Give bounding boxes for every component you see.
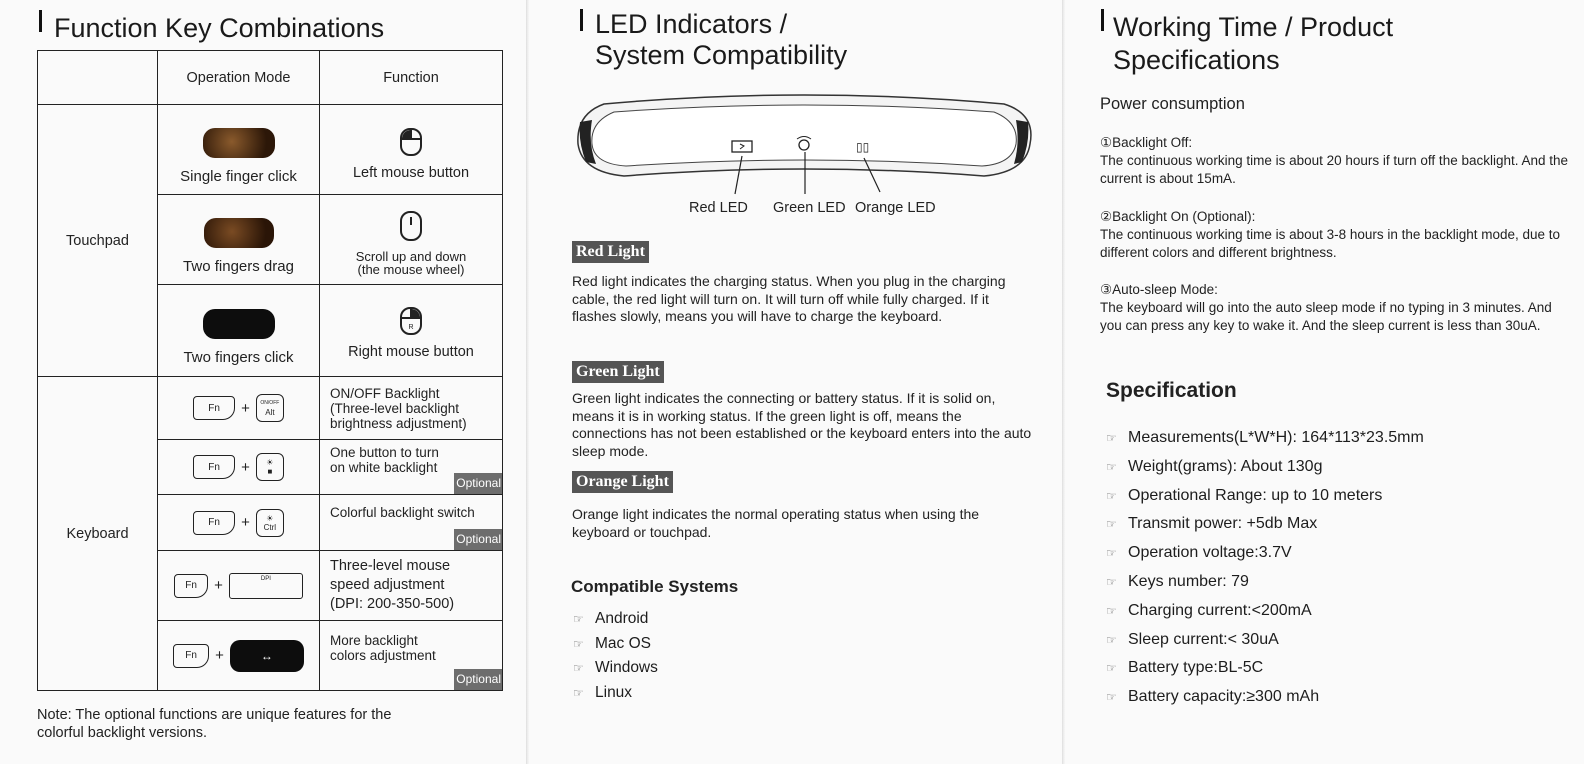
operation-cell — [158, 495, 320, 551]
compatible-systems-heading: Compatible Systems — [571, 577, 739, 596]
plus-sign: + — [215, 647, 224, 664]
operation-cell — [158, 377, 320, 440]
led-page-title — [595, 9, 847, 71]
key-combo — [158, 640, 319, 672]
scroll-wheel-mouse-icon — [398, 210, 424, 242]
backlight-on-block — [1100, 208, 1570, 262]
operation-cell — [158, 195, 320, 285]
item-label: ①Backlight Off: — [1100, 135, 1193, 150]
operation-cell — [158, 551, 320, 621]
key-combo — [158, 453, 319, 481]
list-item — [1106, 597, 1424, 626]
alt-key — [256, 394, 284, 422]
title-bar — [580, 9, 583, 31]
function-line2: on white backlight — [330, 460, 438, 475]
pointing-hand-icon: ☞ — [1106, 488, 1117, 503]
touchpad-icon — [204, 218, 274, 248]
backlight-key — [256, 453, 284, 481]
item-text: The keyboard will go into the auto sleep mode if no typing in 3 minutes. And you can press any key to wake it. And the sleep current is less than 30uA. — [1100, 300, 1552, 333]
pointing-hand-icon: ☞ — [1106, 603, 1117, 618]
left-mouse-icon — [398, 125, 424, 157]
operation-label: Single finger click — [180, 168, 297, 185]
spec-value: Sleep current:< 30uA — [1128, 630, 1279, 648]
function-line1: ON/OFF Backlight — [330, 385, 440, 401]
dpi-key: DPI — [229, 573, 303, 599]
item-text: The continuous working time is about 3-8 hours in the backlight mode, due to different colors and different brightness. — [1100, 227, 1561, 260]
function-line2: speed adjustment — [330, 577, 445, 593]
function-label: Right mouse button — [348, 343, 474, 360]
item-label: ②Backlight On (Optional): — [1100, 209, 1256, 224]
touchpad-swipe-icon: ↔ — [230, 640, 304, 672]
orange-led-label: Orange LED — [855, 200, 936, 216]
pointing-hand-icon: ☞ — [573, 661, 584, 675]
table-row — [38, 105, 503, 195]
function-cell — [320, 195, 503, 285]
list-item — [1106, 654, 1424, 683]
spec-value: Battery capacity:≥300 mAh — [1128, 688, 1320, 706]
pointing-hand-icon: ☞ — [573, 636, 584, 651]
pointing-hand-icon: ☞ — [573, 685, 584, 700]
fn-key: Fn — [174, 574, 208, 598]
header-empty-cell — [38, 51, 158, 105]
red-light-heading: Red Light — [572, 241, 649, 263]
red-led-label: Red LED — [689, 200, 748, 216]
keyboard-diagram — [574, 92, 1034, 197]
touchpad-category: Touchpad — [38, 105, 158, 377]
fn-key: Fn — [193, 455, 235, 479]
specification-heading: Specification — [1106, 379, 1237, 402]
optional-note — [37, 706, 391, 742]
lightbulb-icon: ☀ — [266, 458, 274, 467]
orange-light-text: Orange light indicates the normal operating status when using the keyboard or touchpad. — [572, 506, 980, 540]
spec-value: Battery type:BL-5C — [1128, 659, 1264, 677]
function-line2: (Three-level backlight — [330, 400, 460, 416]
keyboard-category: Keyboard — [38, 377, 158, 691]
function-line3: (DPI: 200-350-500) — [330, 596, 455, 612]
green-light-heading: Green Light — [572, 361, 664, 383]
plus-sign: + — [241, 514, 250, 531]
auto-sleep-block — [1100, 281, 1570, 335]
title-bar — [1101, 9, 1104, 31]
table-row — [38, 377, 503, 440]
list-item — [1106, 453, 1424, 482]
item-text: The continuous working time is about 20 hours if turn off the backlight. And the current is about 15mA. — [1100, 153, 1569, 186]
operation-cell — [158, 621, 320, 691]
right-mouse-letter: R — [408, 323, 414, 331]
function-cell — [320, 285, 503, 377]
ctrl-key — [256, 509, 284, 537]
operation-cell — [158, 105, 320, 195]
title-line1: Working Time / Product — [1113, 12, 1394, 42]
system-name: Mac OS — [595, 634, 651, 652]
list-item — [1106, 626, 1424, 655]
plus-sign: + — [241, 399, 250, 417]
table-header-row — [38, 51, 503, 105]
title-line2: Specifications — [1113, 45, 1280, 75]
systems-list — [573, 607, 658, 705]
backlight-off-block — [1100, 134, 1570, 188]
spec-value: Operation voltage:3.7V — [1128, 544, 1292, 562]
spec-value: Weight(grams): About 130g — [1128, 457, 1323, 475]
operation-cell — [158, 440, 320, 495]
system-name: Windows — [595, 659, 658, 676]
red-light-text: Red light indicates the charging status. When you plug in the charging cable, the red light will turn on. It will turn off while fully charged. If it flashes slowly, means you will have to charge the keyboard. — [572, 273, 1006, 324]
function-cell — [320, 551, 503, 621]
pointing-hand-icon: ☞ — [1106, 546, 1117, 561]
system-name: Linux — [595, 683, 633, 701]
pointing-hand-icon: ☞ — [1106, 517, 1117, 532]
list-item — [573, 681, 658, 706]
key-square-icon: ■ — [267, 467, 273, 476]
function-line1: Three-level mouse — [330, 558, 451, 574]
function-cell — [320, 105, 503, 195]
list-item — [1106, 482, 1424, 511]
pointing-hand-icon: ☞ — [573, 612, 584, 626]
optional-badge: Optional — [454, 529, 502, 550]
right-mouse-icon — [398, 304, 424, 336]
page-title: Function Key Combinations — [54, 13, 385, 43]
list-item — [1106, 424, 1424, 453]
touchpad-icon — [203, 128, 275, 158]
function-cell — [320, 495, 503, 551]
system-name: Android — [595, 610, 649, 627]
note-line2: colorful backlight versions. — [37, 725, 208, 741]
spec-value: Operational Range: up to 10 meters — [1128, 486, 1383, 504]
key-combo — [158, 394, 319, 422]
pointing-hand-icon: ☞ — [1106, 431, 1117, 445]
power-consumption-heading: Power consumption — [1100, 95, 1245, 113]
list-item — [573, 607, 658, 632]
list-item — [1106, 683, 1424, 712]
operation-cell — [158, 285, 320, 377]
plus-sign: + — [241, 458, 250, 476]
orange-light-heading: Orange Light — [572, 471, 673, 493]
caps-led-icon: ▯▯ — [856, 140, 870, 154]
title-line1: LED Indicators / — [595, 9, 788, 39]
spec-value: Charging current:<200mA — [1128, 601, 1312, 619]
touchpad-icon — [203, 309, 275, 339]
function-key-table — [37, 50, 503, 691]
optional-badge: Optional — [454, 473, 502, 494]
note-line1: Note: The optional functions are unique features for the — [37, 707, 392, 723]
function-line1: More backlight — [330, 632, 418, 648]
function-label-line2: (the mouse wheel) — [357, 261, 465, 277]
function-line1: Colorful backlight switch — [330, 505, 475, 520]
ctrl-key-label: Ctrl — [263, 522, 277, 532]
specs-page-title — [1113, 11, 1393, 77]
fn-key: Fn — [193, 396, 235, 420]
list-item — [1106, 510, 1424, 539]
sun-icon: ☀ — [266, 513, 274, 523]
alt-key-label: Alt — [265, 408, 275, 417]
header-operation-mode: Operation Mode — [158, 51, 320, 105]
page-fold — [1062, 0, 1065, 764]
function-line1: One button to turn — [330, 445, 439, 460]
key-combo — [158, 509, 319, 537]
fn-key: Fn — [193, 511, 235, 535]
spec-list — [1106, 424, 1424, 712]
function-line2: colors adjustment — [330, 647, 436, 663]
function-line3: brightness adjustment) — [330, 415, 467, 431]
function-cell — [320, 440, 503, 495]
spec-value: Transmit power: +5db Max — [1128, 515, 1318, 533]
function-cell — [320, 377, 503, 440]
function-cell — [320, 621, 503, 691]
pointing-hand-icon: ☞ — [1106, 574, 1117, 589]
optional-badge: Optional — [454, 669, 502, 690]
green-light-text: Green light indicates the connecting or battery status. If it is solid on, means it is in working status. If the green light is off, means the connections has not been established or the keyboard enters into the auto sleep mode. — [572, 390, 1032, 459]
pointing-hand-icon: ☞ — [1106, 632, 1117, 647]
list-item — [1106, 539, 1424, 568]
pointing-hand-icon: ☞ — [1106, 459, 1117, 474]
header-function: Function — [320, 51, 503, 105]
title-bar — [39, 10, 42, 32]
list-item — [573, 656, 658, 681]
spec-value: Measurements(L*W*H): 164*113*23.5mm — [1128, 429, 1424, 446]
fn-key: Fn — [173, 644, 209, 668]
operation-label: Two fingers drag — [183, 258, 294, 275]
pointing-hand-icon: ☞ — [1106, 690, 1117, 705]
operation-label: Two fingers click — [183, 349, 294, 366]
list-item — [573, 632, 658, 657]
function-label-line1: Scroll up and down — [355, 248, 467, 264]
key-combo — [158, 573, 319, 599]
function-label: Left mouse button — [352, 164, 470, 181]
green-led-label: Green LED — [773, 200, 846, 216]
item-label: ③Auto-sleep Mode: — [1100, 282, 1218, 297]
plus-sign: + — [214, 577, 223, 594]
list-item — [1106, 568, 1424, 597]
spec-value: Keys number: 79 — [1128, 572, 1249, 590]
alt-key-sublabel: ON/OFF — [260, 400, 280, 406]
page-fold — [526, 0, 529, 764]
pointing-hand-icon: ☞ — [1106, 661, 1117, 676]
title-line2: System Compatibility — [595, 40, 848, 70]
